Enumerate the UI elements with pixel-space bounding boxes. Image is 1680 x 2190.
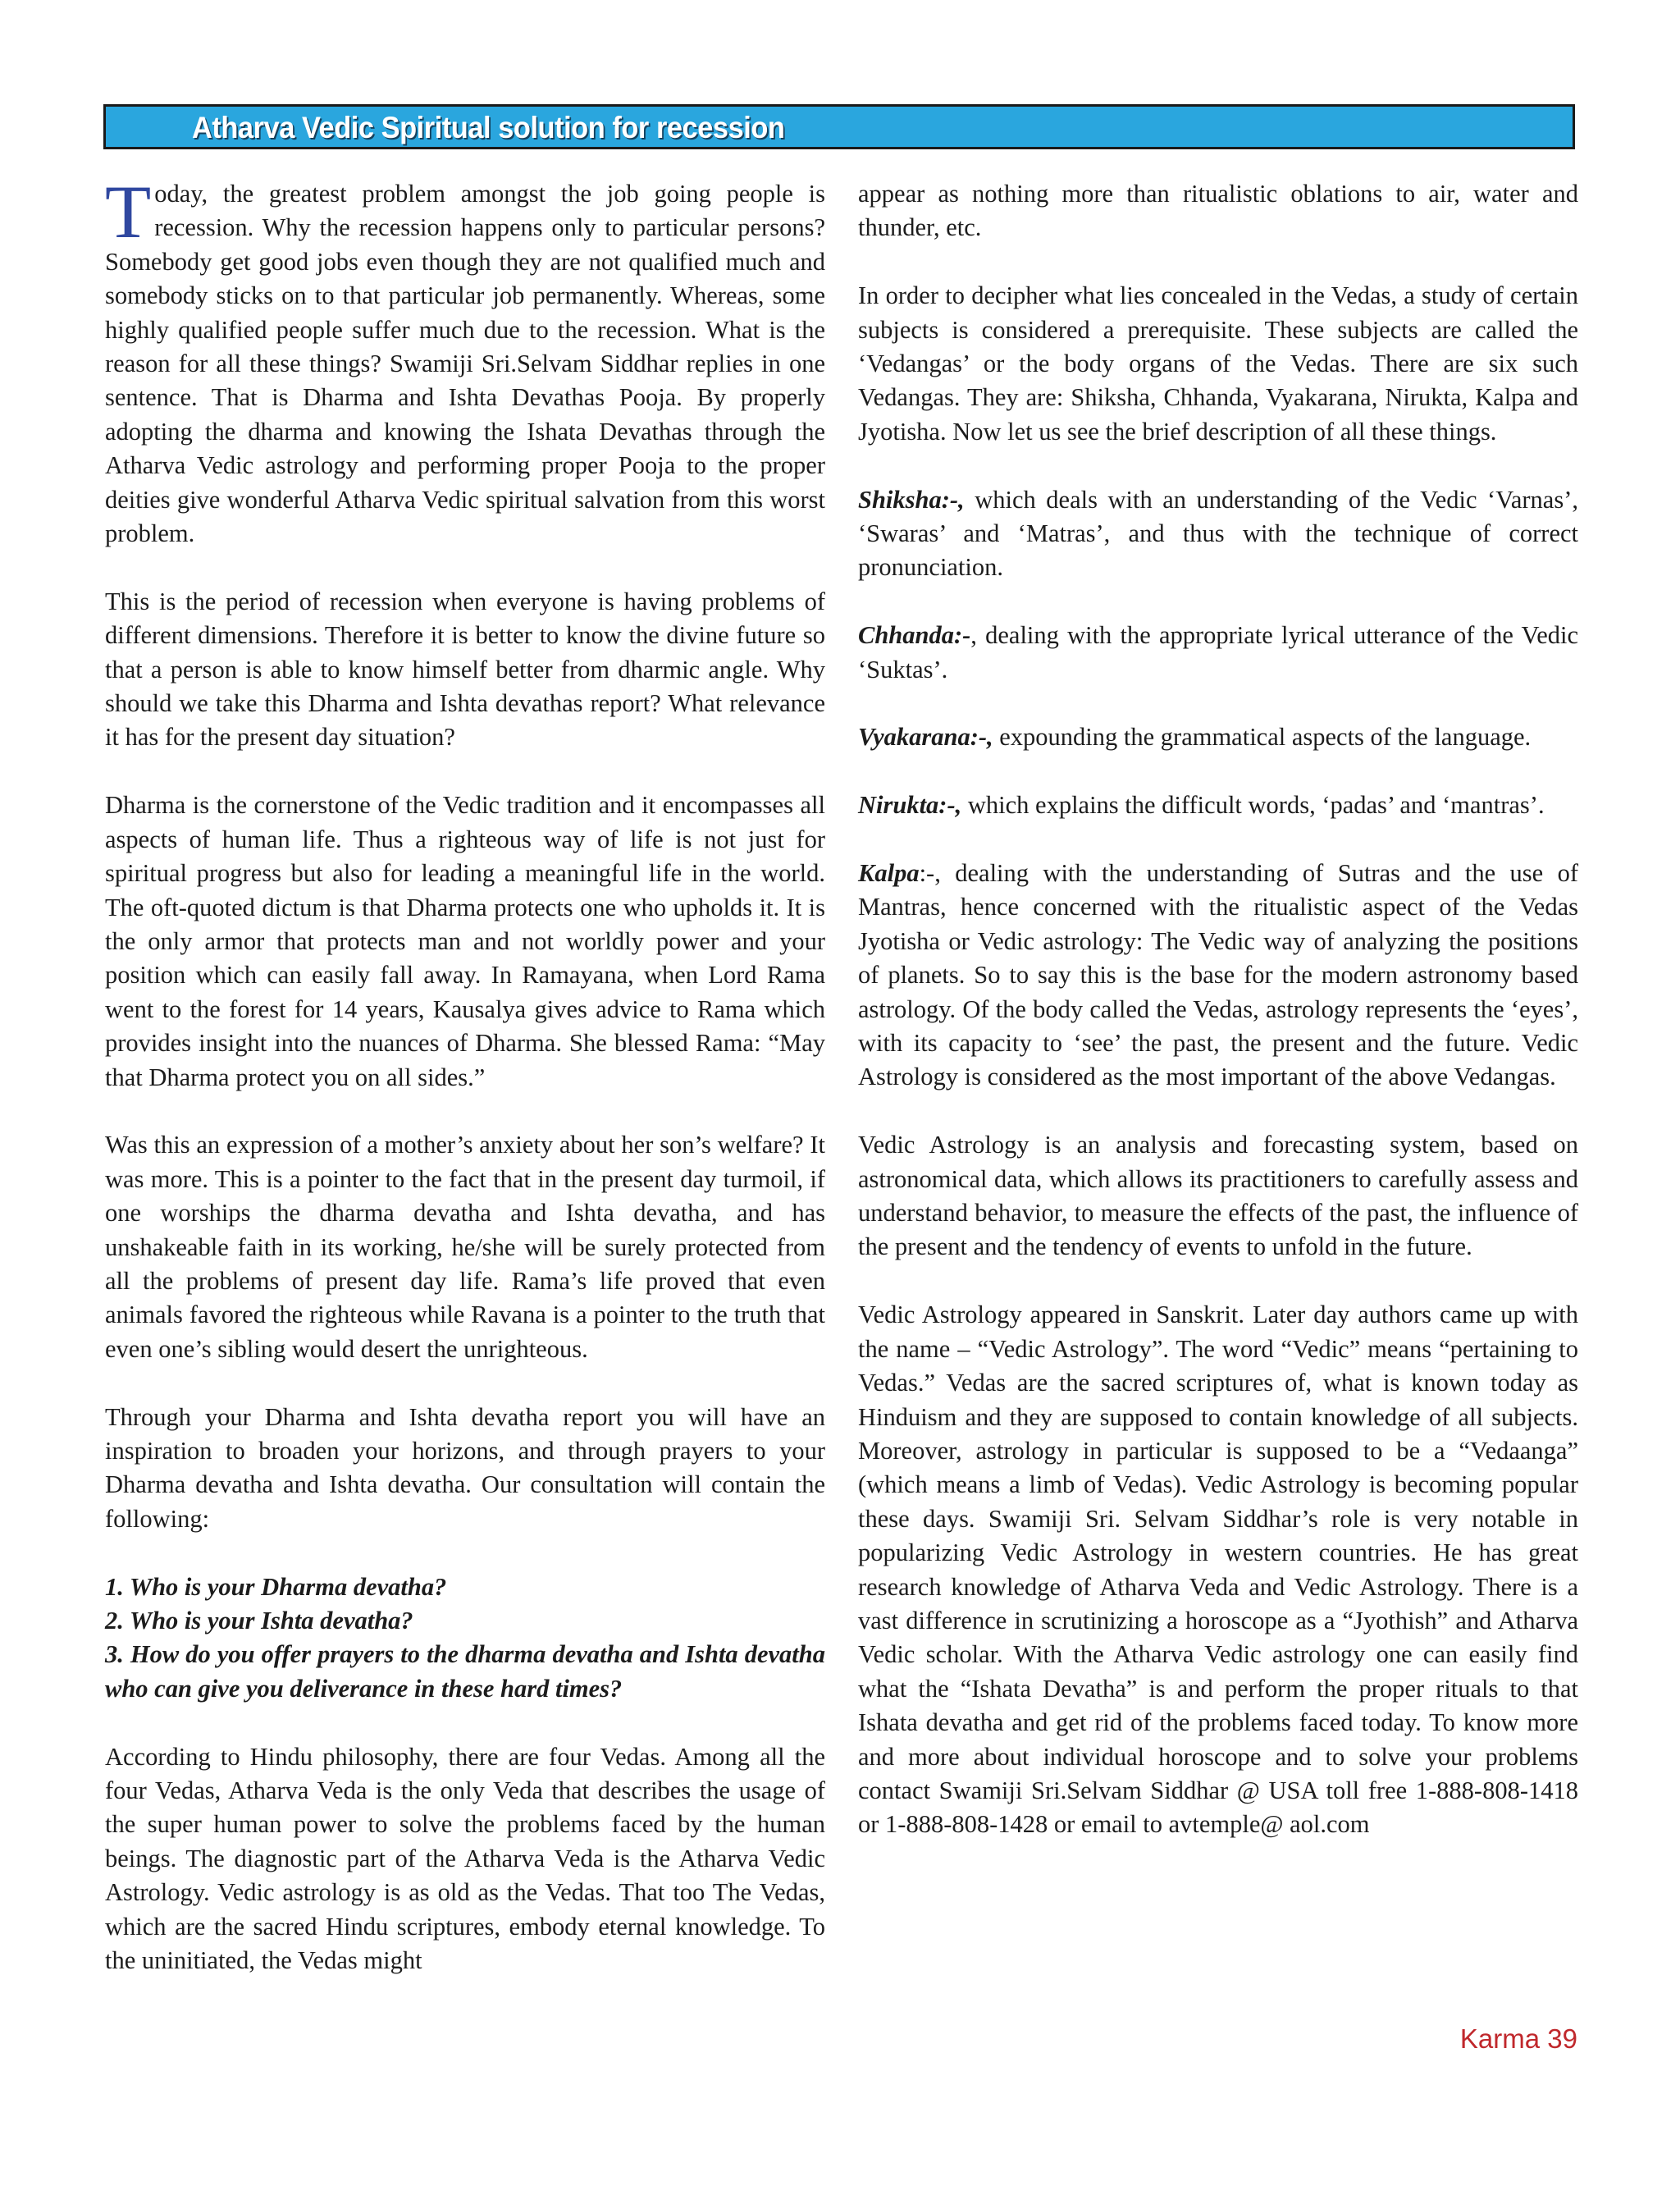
paragraph: According to Hindu philosophy, there are four Vedas. Among all the four Vedas, Atharva Veda is the only Veda that describes the usage of the super human power to solve the problems faced by the human beings. The diagnostic part of the Atharva Veda is the Atharva Vedic Astrology. Vedic astrology is as old as the Vedas. That too The Vedas, which are the sacred Hindu scriptures, embody eternal knowledge. To the uninitiated, the Vedas might [105,1742,825,1975]
vedanga-nirukta [858,789,1578,822]
question-item: 3. How do you offer prayers to the dharma devatha and Ishta devatha who can give you deliverance in these hard times? [105,1640,825,1703]
vedanga-kalpa [858,857,1578,1095]
paragraph: Was this an expression of a mother’s anxiety about her son’s welfare? It was more. This is a pointer to the fact that in the present day turmoil, if one worships the dharma devatha and Ishta devatha, and has unshakeable faith in its working, he/she will be surely protected from all the problems of present day life. Rama’s life proved that even animals favored the righteous while Ravana is a pointer to the truth that even one’s sibling would desert the unrighteous. [105,1131,825,1363]
term-label: Shiksha:-, [858,485,965,514]
vedanga-chhanda [858,619,1578,687]
term-description: expounding the grammatical aspects of the language. [993,723,1532,752]
question-item: 1. Who is your Dharma devatha? [105,1572,447,1601]
page-folio: Karma 39 [1459,2023,1577,2054]
paragraph: This is the period of recession when everyone is having problems of different dimensions. Therefore it is better to know the divine future so that a person is able to know himself better from dharmic angle. Why should we take this Dharma and Ishta devathas report? What relevance it has for the present day situation? [105,587,825,752]
term-label: Nirukta:-, [858,791,962,820]
right-column [858,177,1578,1842]
term-description: :-, dealing with the understanding of Sutras and the use of Mantras, hence concerned with the ritualistic aspect of the Vedas Jyotisha or Vedic astrology: The Vedic way of analyzing the positions of planets. So to say this is the base for the modern astronomy based astrology. Of the body called the Vedas, astrology represents the ‘eyes’, with its capacity to ‘see’ the past, the present and the future. Vedic Astrology is considered as the most important of the above Vedangas. [858,859,1578,1091]
paragraph: Dharma is the cornerstone of the Vedic tradition and it encompasses all aspects of human life. Thus a righteous way of life is not just for spiritual progress but also for leading a meaningful life in the world. The oft-quoted dictum is that Dharma protects one who upholds it. It is the only armor that protects man and not worldly power and your position which can easily fall away. In Ramayana, when Lord Rama went to the forest for 14 years, Kausalya gives advice to Rama which provides insight into the nuances of Dharma. She blessed Rama: “May that Dharma protect you on all sides.” [105,791,825,1091]
paragraph: Vedic Astrology appeared in Sanskrit. Later day authors came up with the name – “Vedic Astrology”. The word “Vedic” means “pertaining to Vedas.” Vedas are the sacred scriptures of, what is known today as Hinduism and they are supposed to contain knowledge of all subjects. Moreover, astrology in particular is supposed to be a “Vedaanga” (which means a limb of Vedas). Vedic Astrology is becoming popular these days. Swamiji Sri. Selvam Siddhar’s role is very notable in popularizing Vedic Astrology in western countries. He has great research knowledge of Atharva Veda and Vedic Astrology. There is a vast difference in scrutinizing a horoscope as a “Jyothish” and Atharva Vedic scholar. With the Atharva Vedic astrology one can easily find what the “Ishata Devatha” is and perform the proper rituals to that Ishata devatha and get rid of the problems faced today. To know more and more about individual horoscope and to solve your problems contact Swamiji Sri.Selvam Siddhar @ USA toll free 1-888-808-1418 or 1-888-808-1428 or email to avtemple@ aol.com [858,1301,1578,1839]
question-list [105,1570,825,1707]
term-label: Kalpa [858,859,920,888]
section-banner [103,104,1575,149]
left-column [105,170,825,1977]
paragraph: Vedic Astrology is an analysis and forecasting system, based on astronomical data, which allows its practitioners to carefully assess and understand behavior, to measure the effects of the past, the influence of the present and the tendency of events to unfold in the future. [858,1131,1578,1261]
term-description: , dealing with the appropriate lyrical utterance of the Vedic ‘Suktas’. [858,621,1578,684]
intro-text: oday, the greatest problem amongst the job going people is recession. Why the recession happens only to particular persons? Somebody get good jobs even though they are not qualified much and somebody sticks on to that particular job permanently. Whereas, some highly qualified people suffer much due to the recession. What is the reason for all these things? Swamiji Sri.Selvam Siddhar replies in one sentence. That is Dharma and Ishta Devathas Pooja. By properly adopting the dharma and knowing the Ishata Devathas through the Atharva Vedic astrology and performing proper Pooja to the proper deities give wonderful Atharva Vedic spiritual salvation from this worst problem. [105,180,825,548]
term-description: which deals with an understanding of the Vedic ‘Varnas’, ‘Swaras’ and ‘Matras’, and thus with the technique of correct pronunciation. [858,485,1578,582]
paragraph: appear as nothing more than ritualistic oblations to air, water and thunder, etc. [858,180,1578,242]
vedanga-shiksha [858,483,1578,585]
article-title: Atharva Vedic Spiritual solution for recession [192,111,785,144]
intro-paragraph [105,170,825,551]
term-label: Chhanda:- [858,621,971,650]
vedanga-vyakarana [858,720,1578,754]
question-item: 2. Who is your Ishta devatha? [105,1606,413,1634]
term-label: Vyakarana:-, [858,723,993,752]
paragraph: Through your Dharma and Ishta devatha report you will have an inspiration to broaden your horizons, and through prayers to your Dharma devatha and Ishta devatha. Our consultation will contain the following: [105,1402,825,1533]
paragraph: In order to decipher what lies concealed in the Vedas, a study of certain subjects is considered a prerequisite. These subjects are called the ‘Vedangas’ or the body organs of the Vedas. There are six such Vedangas. They are: Shiksha, Chhanda, Vyakarana, Nirukta, Kalpa and Jyotisha. Now let us see the brief description of all these things. [858,281,1578,446]
drop-cap: T [105,170,152,254]
term-description: which explains the difficult words, ‘padas’ and ‘mantras’. [961,791,1545,820]
